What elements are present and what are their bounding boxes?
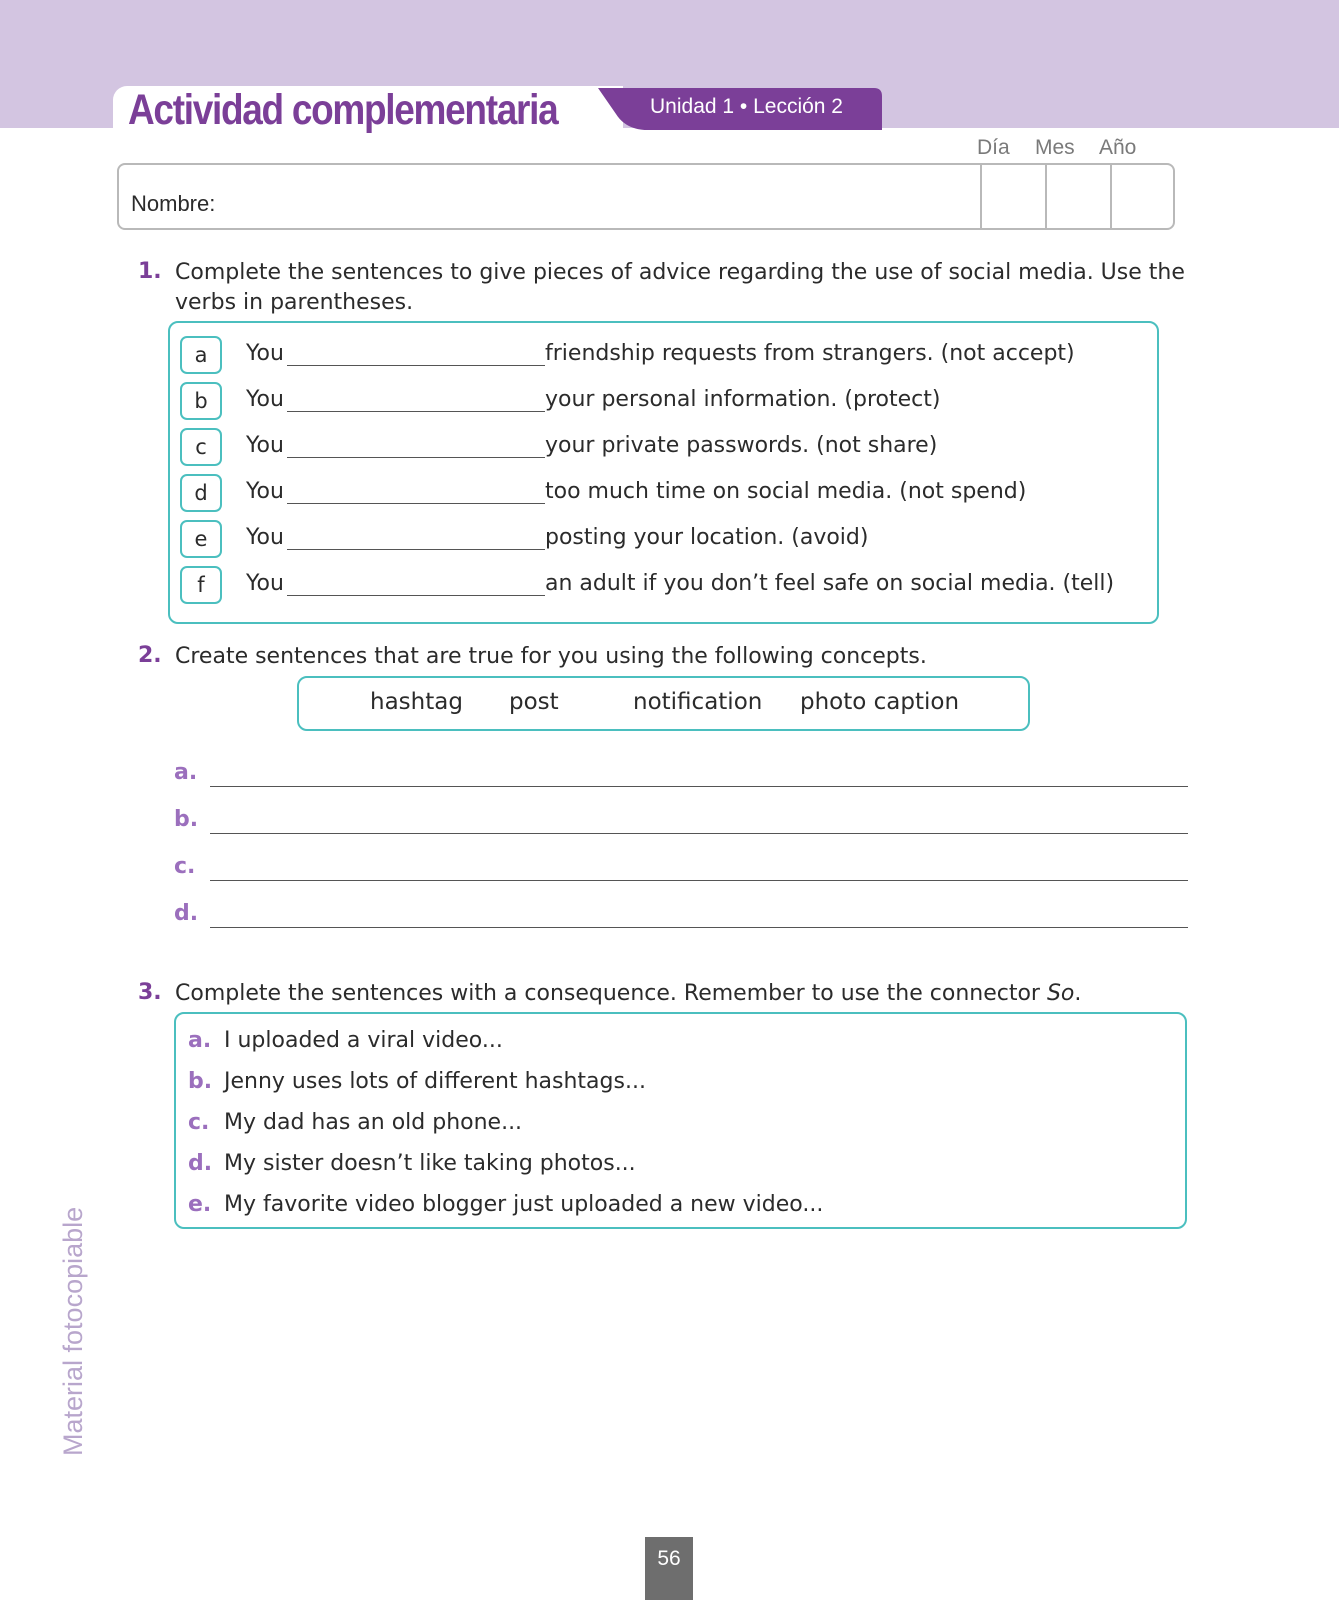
item-text: My sister doesn’t like taking photos...	[224, 1151, 636, 1176]
month-cell[interactable]	[1045, 165, 1047, 228]
answer-letter: b.	[174, 807, 199, 832]
item-text: My dad has an old phone...	[224, 1110, 523, 1135]
item-start: You	[246, 433, 284, 458]
item-letter-box: d	[180, 474, 222, 512]
exercise-3-item	[188, 1028, 503, 1060]
answer-line[interactable]	[210, 786, 1188, 787]
item-start: You	[246, 341, 284, 366]
item-text: too much time on social media. (not spend)	[545, 479, 1027, 504]
item-start: You	[246, 479, 284, 504]
date-labels	[977, 136, 1177, 162]
exercise-3-item	[188, 1110, 522, 1142]
instruction-text: Complete the sentences with a consequence. Remember to use the connector	[175, 981, 1047, 1006]
answer-line-row	[174, 807, 1190, 837]
concept-word: post	[509, 689, 559, 715]
answer-blank[interactable]	[287, 457, 545, 458]
concept-word: hashtag	[370, 689, 463, 715]
answer-line-row	[174, 854, 1190, 884]
item-letter-box: c	[180, 428, 222, 466]
item-letter: d.	[188, 1151, 213, 1176]
exercise-1-item	[180, 382, 1140, 424]
name-label: Nombre:	[131, 191, 216, 216]
answer-line-row	[174, 901, 1190, 931]
item-letter: e.	[188, 1192, 212, 1217]
item-text: an adult if you don’t feel safe on social media. (tell)	[545, 571, 1115, 596]
answer-blank[interactable]	[287, 549, 545, 550]
exercise-1-item	[180, 566, 1140, 608]
concepts-box	[297, 676, 1030, 731]
unit-badge	[598, 88, 882, 130]
exercise-3-instruction	[175, 979, 1205, 1009]
item-text: My favorite video blogger just uploaded a new video...	[224, 1192, 824, 1217]
year-label: Año	[1099, 136, 1137, 159]
exercise-3-item	[188, 1151, 636, 1183]
day-cell[interactable]	[980, 165, 982, 228]
exercise-3-item	[188, 1192, 823, 1224]
exercise-1-item	[180, 474, 1140, 516]
instruction-end: .	[1074, 981, 1082, 1006]
item-letter: c.	[188, 1110, 210, 1135]
item-text: your private passwords. (not share)	[545, 433, 938, 458]
exercise-1-item	[180, 428, 1140, 470]
exercise-1-instruction: Complete the sentences to give pieces of advice regarding the use of social media. Use the verbs in parentheses.	[175, 260, 1185, 315]
month-label: Mes	[1035, 136, 1075, 159]
connector-word: So	[1046, 981, 1075, 1006]
answer-line-row	[174, 760, 1190, 790]
concept-word: notification	[633, 689, 763, 715]
page-number: 56	[645, 1537, 693, 1600]
answer-blank[interactable]	[287, 595, 545, 596]
answer-letter: a.	[174, 760, 198, 785]
item-text: Jenny uses lots of different hashtags...	[224, 1069, 646, 1094]
exercise-3-number: 3.	[138, 980, 162, 1005]
item-text: I uploaded a viral video...	[224, 1028, 503, 1053]
exercise-1-item	[180, 520, 1140, 562]
item-letter-box: a	[180, 336, 222, 374]
name-date-box	[117, 163, 1175, 230]
answer-line[interactable]	[210, 927, 1188, 928]
exercise-1-item	[180, 336, 1140, 378]
unit-lesson-label: Unidad 1 • Lección 2	[650, 95, 843, 118]
item-letter: b.	[188, 1069, 213, 1094]
answer-letter: d.	[174, 901, 199, 926]
answer-blank[interactable]	[287, 365, 545, 366]
page-title: Actividad complementaria	[128, 86, 558, 134]
exercise-2-number: 2.	[138, 643, 162, 668]
item-letter-box: b	[180, 382, 222, 420]
answer-line[interactable]	[210, 833, 1188, 834]
item-text: friendship requests from strangers. (not accept)	[545, 341, 1075, 366]
item-letter-box: f	[180, 566, 222, 604]
year-cell[interactable]	[1110, 165, 1112, 228]
item-start: You	[246, 387, 284, 412]
item-start: You	[246, 525, 284, 550]
answer-letter: c.	[174, 854, 196, 879]
exercise-1-number: 1.	[138, 259, 162, 284]
answer-blank[interactable]	[287, 411, 545, 412]
answer-blank[interactable]	[287, 503, 545, 504]
day-label: Día	[977, 136, 1010, 159]
item-text: your personal information. (protect)	[545, 387, 941, 412]
item-start: You	[246, 571, 284, 596]
exercise-3-item	[188, 1069, 646, 1101]
photocopy-label: Material fotocopiable	[58, 1206, 88, 1456]
concept-word: photo caption	[800, 689, 960, 715]
item-text: posting your location. (avoid)	[545, 525, 869, 550]
item-letter: a.	[188, 1028, 212, 1053]
exercise-2-instruction: Create sentences that are true for you using the following concepts.	[175, 644, 927, 669]
item-letter-box: e	[180, 520, 222, 558]
answer-line[interactable]	[210, 880, 1188, 881]
